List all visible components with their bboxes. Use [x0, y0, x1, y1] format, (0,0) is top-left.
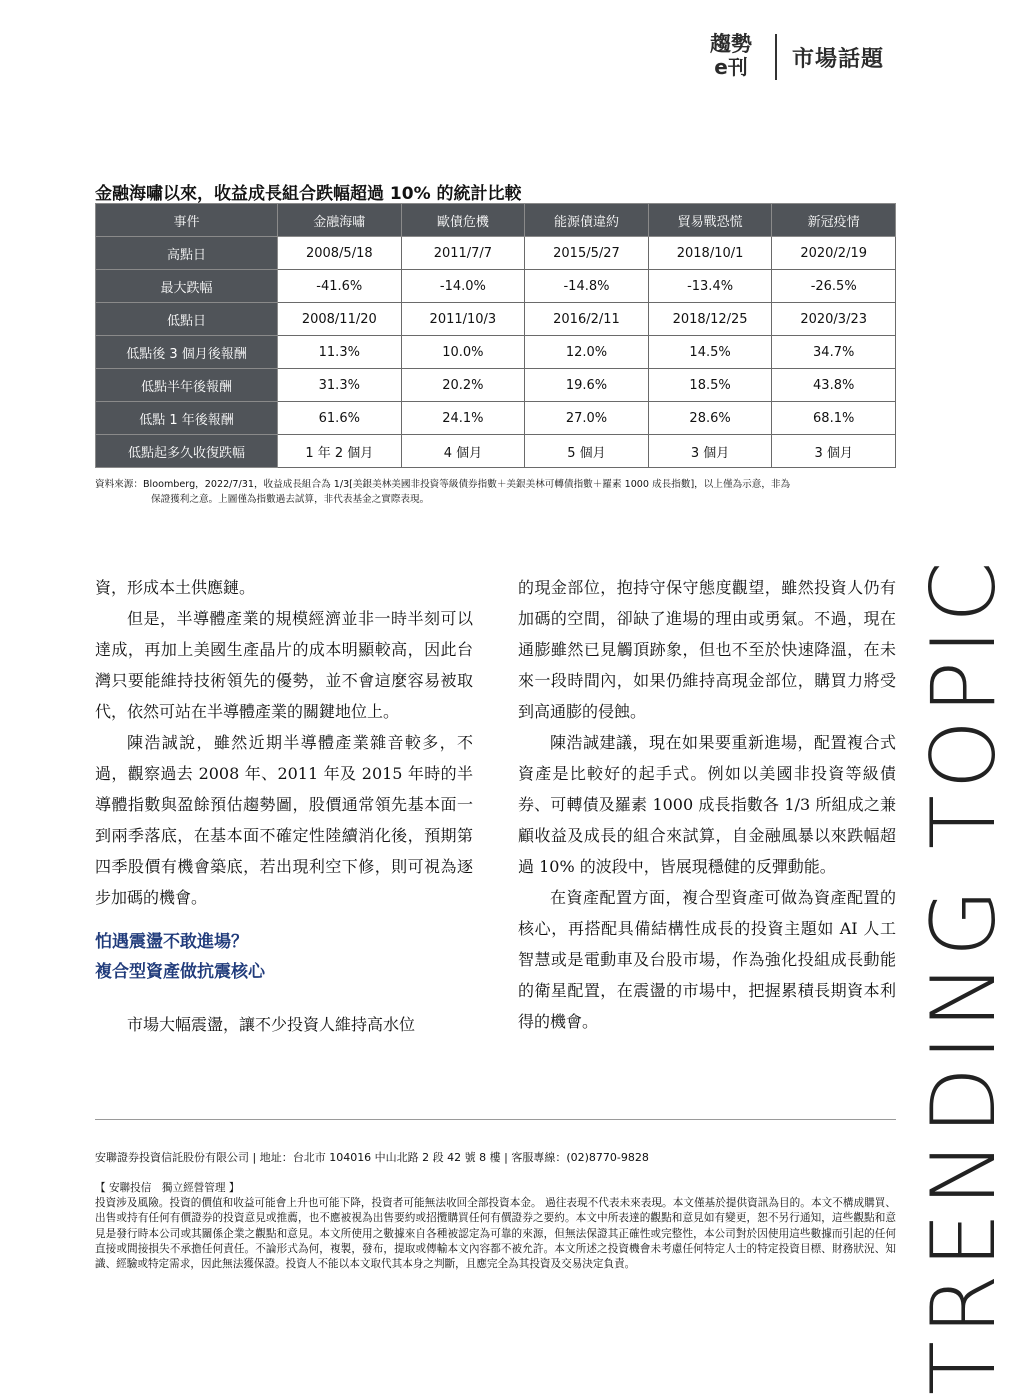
table-cell: 2008/5/18 — [278, 237, 402, 270]
row-label: 最大跌幅 — [96, 270, 278, 303]
footer-divider — [95, 1119, 896, 1120]
table-cell: 34.7% — [772, 336, 896, 369]
paragraph: 但是，半導體產業的規模經濟並非一時半刻可以達成，再加上美國生產晶片的成本明顯較高，因此台灣只要能維持技術領先的優勢，並不會這麼容易被取代，依然可站在半導體產業的關鍵地位上。 — [95, 609, 473, 721]
table-cell: 2018/10/1 — [648, 237, 772, 270]
article-right-column — [518, 572, 896, 1037]
table-header-row — [96, 204, 896, 237]
disclaimer-body: 投資涉及風險。投資的價值和收益可能會上升也可能下降，投資者可能無法收回全部投資本金。 過往表現不代表未來表現。本文僅基於提供資訊為目的。本文不構成購買、出售或持有任何有價證券的投資意見或推薦，也不應被視為出售要約或招攬購買任何有價證券之要約。本文中所表達的觀點和意見如有變更，恕不另行通知，這些觀點和意見是發行時本公司或其關係企業之觀點和意見。本文所使用之數據來自各種被認定為可靠的來源，但無法保證其正確性或完整性，本公司對於因使用這些數據而引起的任何直接或間接損失不承擔任何責任。不論形式為何，複製，發布，提取或傳輸本文內容都不被允許。本文所述之投資機會未考慮任何特定人士的特定投資目標、財務狀況、知識、經驗或特定需求，因此無法獲保證。投資人不能以本文取代其本身之判斷，且應完全為其投資及交易決定負責。 — [95, 1197, 896, 1271]
table-cell: 61.6% — [278, 402, 402, 435]
row-label: 低點後 3 個月後報酬 — [96, 336, 278, 369]
table-cell: 27.0% — [525, 402, 649, 435]
row-label: 低點半年後報酬 — [96, 369, 278, 402]
row-label: 低點日 — [96, 303, 278, 336]
table-cell: 18.5% — [648, 369, 772, 402]
brand-line2: e刊 — [714, 55, 748, 79]
paragraph: 陳浩誠建議，現在如果要重新進場，配置複合式資產是比較好的起手式。例如以美國非投資等級債券、可轉債及羅素 1000 成長指數各 1/3 所組成之兼顧收益及成長的組合來試算，自金融風暴以來跌幅超過 10% 的波段中，皆展現穩健的反彈動能。 — [518, 733, 896, 876]
table-cell: 3 個月 — [648, 435, 772, 468]
row-label: 低點 1 年後報酬 — [96, 402, 278, 435]
table-cell: 2020/3/23 — [772, 303, 896, 336]
table-cell: -14.8% — [525, 270, 649, 303]
source-line-1: 資料來源：Bloomberg，2022/7/31，收益成長組合為 1/3[美銀美林美國非投資等級債券指數＋美銀美林可轉債指數＋羅素 1000 成長指數]，以上僅為示意，非為 — [95, 479, 791, 490]
table-row — [96, 402, 896, 435]
column-header: 能源債違約 — [525, 204, 649, 237]
table-cell: 1 年 2 個月 — [278, 435, 402, 468]
disclaimer — [95, 1181, 896, 1272]
header-divider — [775, 34, 777, 80]
table-cell: 2011/7/7 — [401, 237, 525, 270]
table-cell: -14.0% — [401, 270, 525, 303]
table-row — [96, 237, 896, 270]
paragraph: 的現金部位，抱持守保守態度觀望，雖然投資人仍有加碼的空間，卻缺了進場的理由或勇氣。不過，現在通膨雖然已見觸頂跡象，但也不至於快速降溫，在未來一段時間內，如果仍維持高現金部位，購買力將受到高通膨的侵蝕。 — [518, 578, 896, 721]
brand-line1: 趨勢 — [710, 32, 752, 56]
column-header: 歐債危機 — [401, 204, 525, 237]
table-cell: -26.5% — [772, 270, 896, 303]
brand-logo — [700, 32, 762, 78]
table-cell: 2008/11/20 — [278, 303, 402, 336]
table-cell: 2018/12/25 — [648, 303, 772, 336]
section-subheading — [95, 927, 473, 987]
table-cell: 10.0% — [401, 336, 525, 369]
row-label: 低點起多久收復跌幅 — [96, 435, 278, 468]
table-cell: -41.6% — [278, 270, 402, 303]
table-cell: 5 個月 — [525, 435, 649, 468]
column-header: 金融海嘯 — [278, 204, 402, 237]
article-left-column — [95, 572, 473, 1040]
table-row — [96, 303, 896, 336]
table-cell: 2016/2/11 — [525, 303, 649, 336]
table-cell: 3 個月 — [772, 435, 896, 468]
table-cell: 24.1% — [401, 402, 525, 435]
table-row — [96, 336, 896, 369]
paragraph: 市場大幅震盪，讓不少投資人維持高水位 — [127, 1015, 416, 1034]
table-cell: 14.5% — [648, 336, 772, 369]
table-cell: 11.3% — [278, 336, 402, 369]
comparison-table — [95, 203, 896, 468]
row-label: 高點日 — [96, 237, 278, 270]
table-cell: 31.3% — [278, 369, 402, 402]
table-cell: 2011/10/3 — [401, 303, 525, 336]
disclaimer-heading: 【 安聯投信 獨立經營管理 】 — [95, 1182, 240, 1194]
table-cell: -13.4% — [648, 270, 772, 303]
column-header: 貿易戰恐慌 — [648, 204, 772, 237]
table-cell: 2020/2/19 — [772, 237, 896, 270]
source-line-2: 保證獲利之意。上圖僅為指數過去試算，非代表基金之實際表現。 — [151, 494, 430, 505]
subheading-line-2: 複合型資產做抗震核心 — [95, 962, 265, 982]
subheading-line-1: 怕遇震盪不敢進場？ — [95, 932, 248, 952]
table-cell: 20.2% — [401, 369, 525, 402]
column-header: 新冠疫情 — [772, 204, 896, 237]
paragraph: 資，形成本土供應鏈。 — [95, 578, 256, 597]
paragraph: 在資產配置方面，複合型資產可做為資產配置的核心，再搭配具備結構性成長的投資主題如 AI 人工智慧或是電動車及台股市場，作為強化投組成長動能的衛星配置，在震盪的市場中，把握累積長期資本利得的機會。 — [518, 888, 896, 1031]
table-cell: 4 個月 — [401, 435, 525, 468]
table-cell: 43.8% — [772, 369, 896, 402]
table-row — [96, 270, 896, 303]
table-cell: 2015/5/27 — [525, 237, 649, 270]
table-row — [96, 435, 896, 468]
table-source-note — [95, 477, 900, 507]
trending-topic-side-label: TRENDING TOPIC — [912, 555, 1015, 1395]
paragraph: 陳浩誠說，雖然近期半導體產業雜音較多，不過，觀察過去 2008 年、2011 年及 2015 年時的半導體指數與盈餘預估趨勢圖，股價通常領先基本面一到兩季落底，在基本面不確定性陸續消化後，預期第四季股價有機會築底，若出現利空下修，則可視為逐步加碼的機會。 — [95, 733, 473, 907]
table-cell: 28.6% — [648, 402, 772, 435]
table-row — [96, 369, 896, 402]
company-info: 安聯證券投資信託股份有限公司 | 地址：台北市 104016 中山北路 2 段 42 號 8 樓 | 客服專線：(02)8770-9828 — [95, 1151, 649, 1164]
table-cell: 19.6% — [525, 369, 649, 402]
section-title: 市場話題 — [792, 47, 885, 72]
table-cell: 68.1% — [772, 402, 896, 435]
table-title: 金融海嘯以來，收益成長組合跌幅超過 10% 的統計比較 — [95, 184, 522, 204]
column-header: 事件 — [96, 204, 278, 237]
table-cell: 12.0% — [525, 336, 649, 369]
